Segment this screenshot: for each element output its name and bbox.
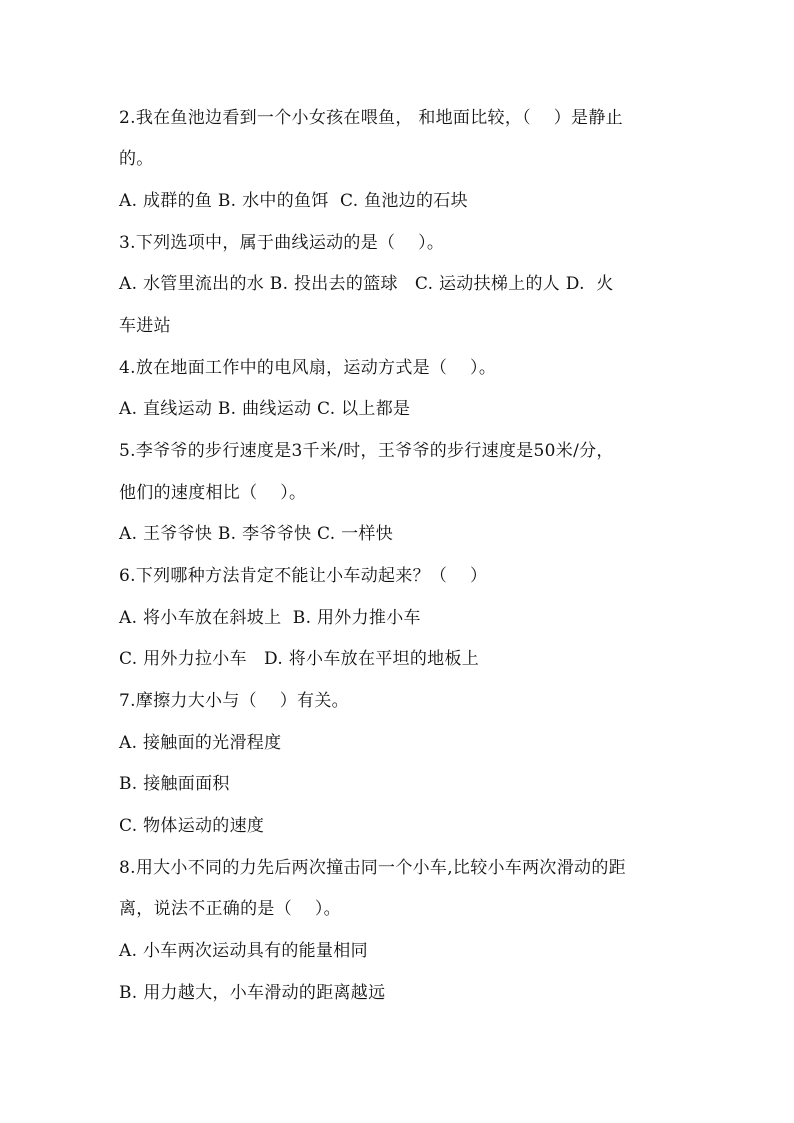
question-8-line-1: 8.用大小不同的力先后两次撞击同一个小车,比较小车两次滑动的距 — [119, 858, 626, 878]
question-4-stem: 4.放在地面工作中的电风扇，运动方式是（ ）。 — [119, 358, 497, 378]
question-3-options-line-1: A. 水管里流出的水 B. 投出去的篮球 C. 运动扶梯上的人 D. 火 — [119, 274, 614, 294]
question-7-option-c: C. 物体运动的速度 — [119, 816, 265, 836]
question-5-line-2: 他们的速度相比（ ）。 — [119, 483, 307, 503]
question-5-options: A. 王爷爷快 B. 李爷爷快 C. 一样快 — [119, 524, 394, 544]
question-4-options: A. 直线运动 B. 曲线运动 C. 以上都是 — [119, 399, 411, 419]
question-7-option-a: A. 接触面的光滑程度 — [119, 733, 282, 753]
question-2-line-2: 的。 — [119, 149, 154, 169]
question-6-options-line-2: C. 用外力拉小车 D. 将小车放在平坦的地板上 — [119, 649, 480, 669]
question-6-options-line-1: A. 将小车放在斜坡上 B. 用外力推小车 — [119, 608, 421, 628]
question-2-options: A. 成群的鱼 B. 水中的鱼饵 C. 鱼池边的石块 — [119, 191, 468, 211]
question-2-line-1: 2.我在鱼池边看到一个小女孩在喂鱼， 和地面比较，（ ）是静止 — [119, 108, 623, 128]
question-5-line-1: 5.李爷爷的步行速度是3千米/时，王爷爷的步行速度是50米/分， — [119, 441, 614, 461]
question-8-line-2: 离，说法不正确的是（ ）。 — [119, 899, 341, 919]
question-8-option-b: B. 用力越大，小车滑动的距离越远 — [119, 983, 386, 1003]
question-7-stem: 7.摩擦力大小与（ ）有关。 — [119, 691, 349, 711]
question-8-option-a: A. 小车两次运动具有的能量相同 — [119, 941, 368, 961]
question-3-stem: 3.下列选项中，属于曲线运动的是（ ）。 — [119, 233, 445, 253]
question-3-options-line-2: 车进站 — [119, 316, 171, 336]
question-7-option-b: B. 接触面面积 — [119, 774, 230, 794]
question-6-stem: 6.下列哪种方法肯定不能让小车动起来？（ ） — [119, 566, 488, 586]
